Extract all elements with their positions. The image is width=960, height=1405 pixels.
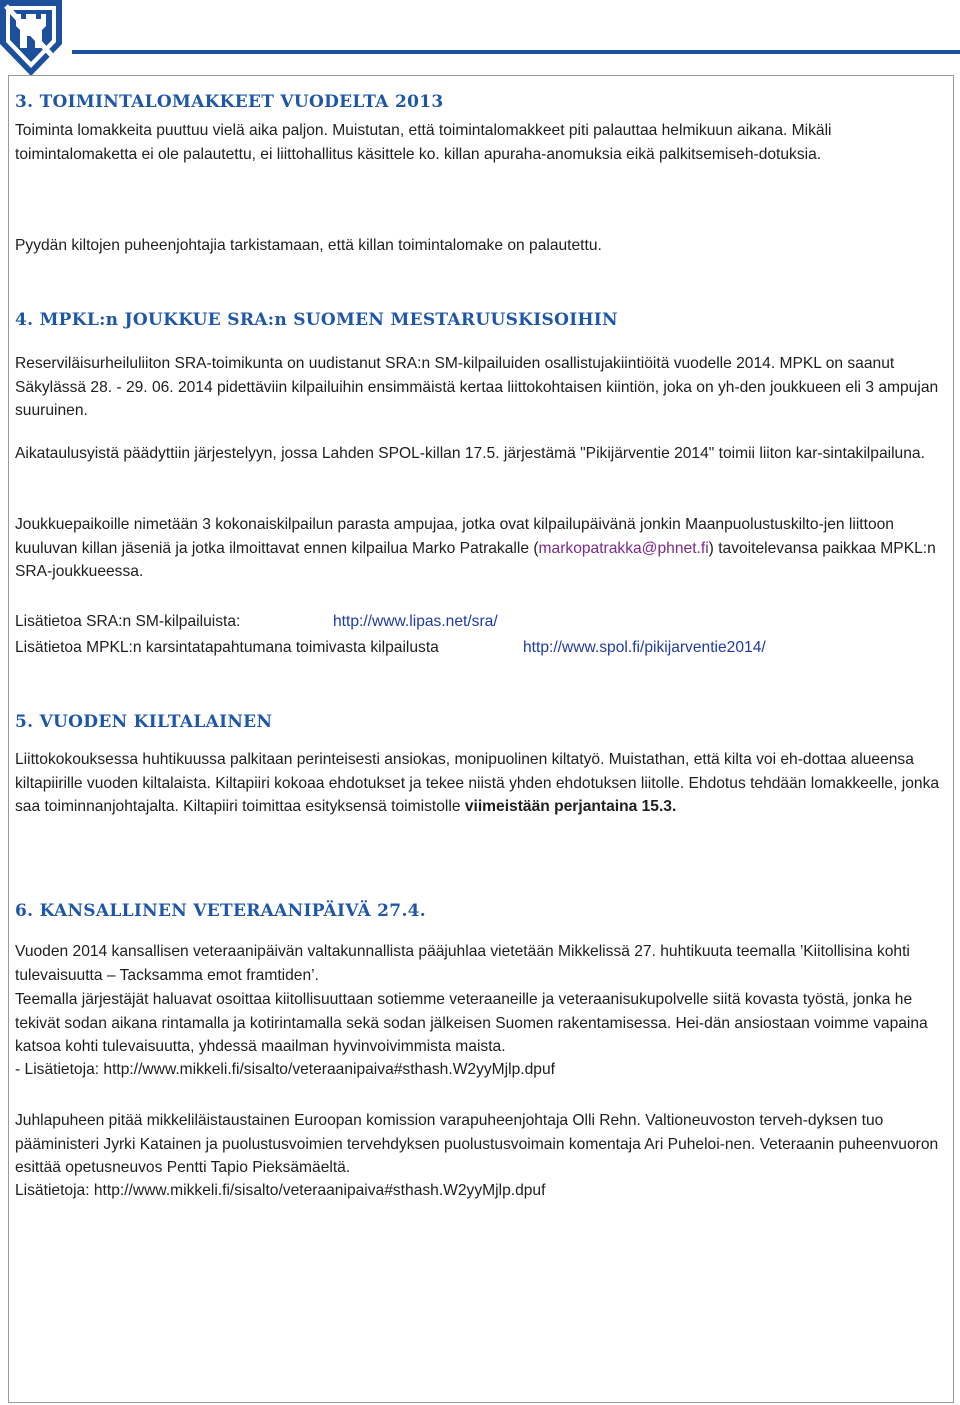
section-5-paragraph-1-text: Liittokokouksessa huhtikuussa palkitaan perinteisesti ansiokas, monipuolinen kiltatyö. Muistathan, että kilta voi eh-dottaa alueensa kiltapiirille vuoden kiltalaista. Kiltapiiri kokoaa ehdotukset ja tekee niistä yhden ehdotuksen liitolle. Ehdotus tehdään lomakkeelle, jonka saa toiminnanjohtajalta. Kiltapiiri toimittaa esityksensä toimistolle	[15, 751, 940, 815]
email-link[interactable]: markopatrakka@phnet.fi	[538, 539, 709, 557]
section-3	[15, 92, 945, 112]
section-5-paragraph-1	[15, 748, 945, 819]
section-6-paragraph-2: Teemalla järjestäjät haluavat osoittaa kiitollisuuttaan sotiemme veteraaneille ja veteraanisukupolvelle siitä kovasta työstä, jonka he tekivät sodan aikana rintamalla ja kotirintamalla sekä sodan jälkeisen Suomen rakentamisessa. Hei-dän ansiostaan voimme vapaina katsoa kohti tulevaisuutta, yhdessä maailman hyvinvoivimmista maista.	[15, 991, 928, 1055]
section-4-info-2	[15, 636, 945, 660]
section-3-paragraph-1: Toiminta lomakkeita puuttuu vielä aika paljon. Muistutan, että toimintalomakkeet piti palauttaa helmikuun aikana. Mikäli toimintalomaketta ei ole palautettu, ei liittohallitus käsittele ko. killan apuraha-anomuksia eikä palkitsemiseh-dotuksia.	[15, 122, 832, 163]
section-6-body-1	[15, 940, 945, 987]
section-4-paragraph-2: Aikataulusyistä päädyttiin järjestelyyn, jossa Lahden SPOL-killan 17.5. järjestämä "Pikijärventie 2014" toimii liiton kar-sintakilpailuna.	[15, 445, 925, 462]
section-4-body-3	[15, 513, 945, 584]
info-row-2	[15, 636, 945, 660]
header-rule	[72, 50, 960, 54]
section-6-paragraph-4: Juhlapuheen pitää mikkeliläistaustainen Euroopan komission varapuheenjohtaja Olli Rehn. Valtioneuvoston terveh-dyksen tuo pääministeri Jyrki Katainen ja puolustusvoimien tervehdyksen puolustusvoimain komentaja Ari Puheloi-nen. Veteraanin puheenvuoron esittää opetusneuvos Pentti Tapio Pieksämäeltä.	[15, 1112, 939, 1176]
castle-tower-emblem-icon	[0, 0, 62, 76]
section-4-body-1	[15, 352, 945, 423]
section-6-body-3	[15, 1058, 945, 1082]
info-row-1	[15, 610, 945, 634]
section-6-body-5	[15, 1179, 945, 1203]
section-6-paragraph-1: Vuoden 2014 kansallisen veteraanipäivän valtakunnallista pääjuhlaa vietetään Mikkelissä 27. huhtikuuta teemalla ’Kiitollisina kohti tulevaisuutta – Tacksamma emot framtiden’.	[15, 943, 910, 984]
spol-link[interactable]: http://www.spol.fi/pikijarventie2014/	[523, 639, 766, 656]
lipas-link[interactable]: http://www.lipas.net/sra/	[333, 613, 498, 630]
deadline-text: viimeistään perjantaina 15.3.	[464, 798, 677, 815]
info-label-1: Lisätietoa SRA:n SM-kilpailuista:	[15, 613, 241, 630]
info-label-2: Lisätietoa MPKL:n karsintatapahtumana toimivasta kilpailusta	[15, 639, 439, 656]
section-4-paragraph-1: Reserviläisurheiluliiton SRA-toimikunta on uudistanut SRA:n SM-kilpailuiden osallistujakiintiöitä vuodelle 2014. MPKL on saanut Säkylässä 28. - 29. 06. 2014 pidettäviin kilpailuihin ensimmäistä kertaa liittokohtaisen kiintiön, joka on yh-den joukkueen eli 3 ampujan suuruinen.	[15, 355, 939, 419]
section-4-body-2	[15, 442, 945, 466]
section-6-body-4	[15, 1109, 945, 1180]
section-5	[15, 712, 945, 732]
section-3-heading: 3. TOIMINTALOMAKKEET VUODELTA 2013	[15, 92, 444, 112]
section-5-heading: 5. VUODEN KILTALAINEN	[15, 712, 273, 732]
section-3-request	[15, 234, 945, 258]
document-frame	[8, 75, 954, 1403]
section-4-info-1	[15, 610, 945, 634]
section-6-paragraph-5: Lisätietoja: http://www.mikkeli.fi/sisalto/veteraanipaiva#sthash.W2yyMjlp.dpuf	[15, 1182, 546, 1199]
section-4-paragraph-3	[15, 513, 945, 584]
section-6-body-2	[15, 988, 945, 1059]
section-3-paragraph-2: Pyydän kiltojen puheenjohtajia tarkistamaan, että killan toimintalomake on palautettu.	[15, 237, 602, 254]
section-4	[15, 310, 945, 330]
section-6-paragraph-3: - Lisätietoja: http://www.mikkeli.fi/sisalto/veteraanipaiva#sthash.W2yyMjlp.dpuf	[15, 1061, 555, 1078]
section-5-body	[15, 748, 945, 819]
section-4-paragraph-3-end: ) tavoitelevansa paikkaa MPKL:n SRA-joukkueessa.	[15, 539, 936, 580]
section-6-heading: 6. KANSALLINEN VETERAANIPÄIVÄ 27.4.	[15, 901, 427, 921]
section-6	[15, 901, 945, 921]
section-3-body	[15, 119, 945, 166]
section-4-heading: 4. MPKL:n JOUKKUE SRA:n SUOMEN MESTARUUSKISOIHIN	[15, 310, 618, 330]
section-4-paragraph-3-start: Joukkuepaikoille nimetään 3 kokonaiskilpailun parasta ampujaa, jotka ovat kilpailupäivänä jonkin Maanpuolustuskilto-jen liittoon kuuluvan killan jäseniä ja jotka ilmoittavat ennen kilpailua Marko Patrakalle (	[15, 516, 894, 557]
